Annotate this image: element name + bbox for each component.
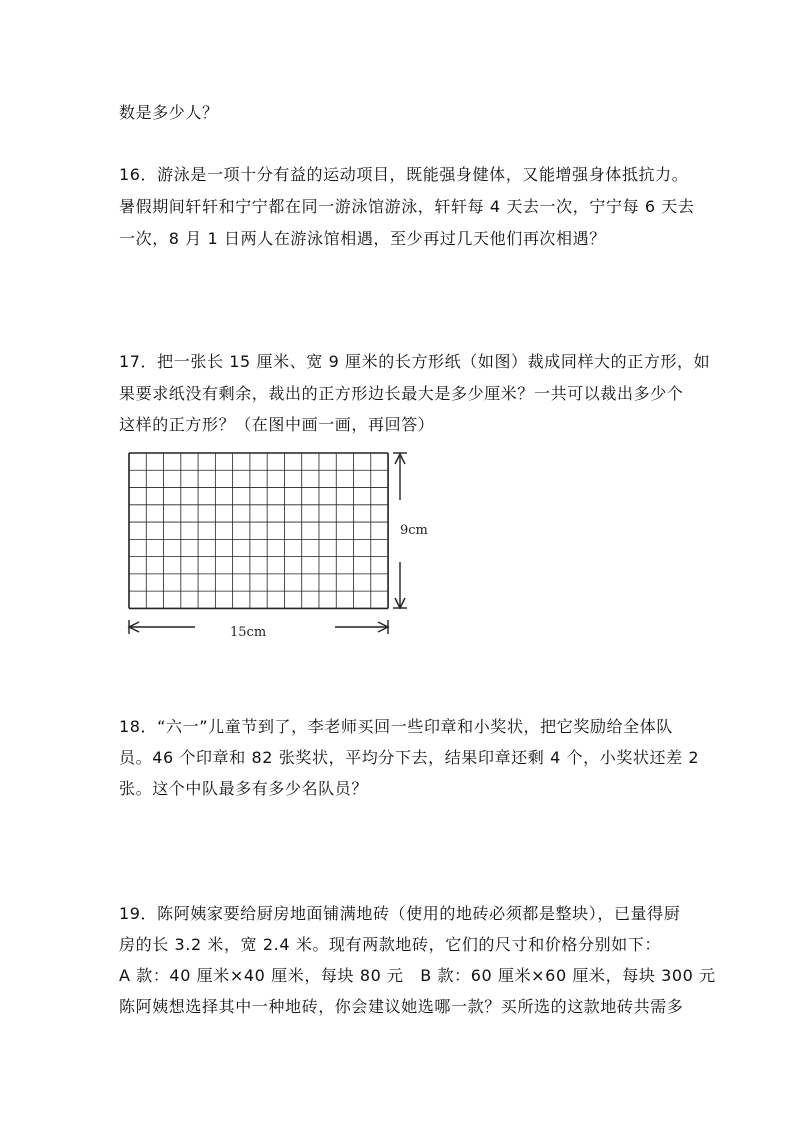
height-label: 9cm [400, 523, 428, 538]
width-label: 15cm [230, 625, 267, 640]
question-17-line-2: 果要求纸没有剩余，裁出的正方形边长最大是多少厘米？一共可以裁出多少个 [119, 384, 684, 403]
question-16-line-2: 暑假期间轩轩和宁宁都在同一游泳馆游泳，轩轩每 4 天去一次，宁宁每 6 天去 [119, 197, 695, 216]
question-19-line-3: A 款：40 厘米×40 厘米，每块 80 元 B 款：60 厘米×60 厘米，每块 300 元 [119, 966, 716, 985]
question-16-line-3: 一次，8 月 1 日两人在游泳馆相遇，至少再过几天他们再次相遇？ [119, 229, 606, 248]
question-17-line-1: 17．把一张长 15 厘米、宽 9 厘米的长方形纸（如图）裁成同样大的正方形，如 [119, 352, 711, 371]
question-17-line-3: 这样的正方形？（在图中画一画，再回答） [119, 415, 435, 434]
question-18-line-3: 张。这个中队最多有多少名队员？ [119, 779, 369, 798]
question-19-line-4: 陈阿姨想选择其中一种地砖，你会建议她选哪一款？买所选的这款地砖共需多 [119, 997, 684, 1016]
dimension-arrows [129, 453, 407, 634]
text-line: 数是多少人？ [119, 103, 219, 122]
grid-paper [129, 453, 388, 608]
question-19-line-2: 房的长 3.2 米，宽 2.4 米。现有两款地砖，它们的尺寸和价格分别如下： [119, 935, 662, 954]
question-19-line-1: 19．陈阿姨家要给厨房地面铺满地砖（使用的地砖必须都是整块），已量得厨 [119, 904, 681, 923]
question-18-line-1: 18．“六一”儿童节到了，李老师买回一些印章和小奖状，把它奖励给全体队 [119, 717, 673, 736]
question-18-line-2: 员。46 个印章和 82 张奖状，平均分下去，结果印章还剩 4 个，小奖状还差 2 [119, 748, 700, 767]
question-16-line-1: 16．游泳是一项十分有益的运动项目，既能强身健体，又能增强身体抵抗力。 [119, 165, 689, 184]
